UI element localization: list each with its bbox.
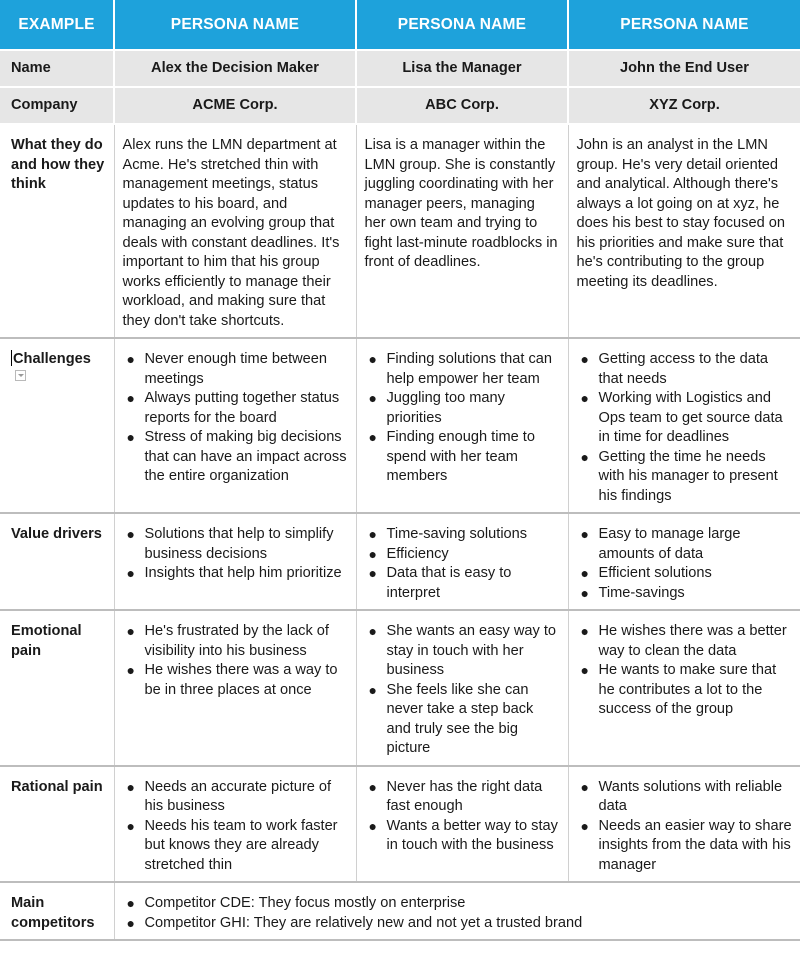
what-row: [0, 124, 800, 338]
value-drivers-label: Value drivers: [0, 513, 114, 610]
list-item: ● Time-savings: [577, 584, 793, 604]
list-item: ● Data that is easy to interpret: [368, 565, 512, 601]
name-label: Name: [0, 50, 114, 87]
persona-3-value-drivers: [568, 513, 800, 610]
bullet-icon: ●: [126, 390, 135, 406]
list-item: ● Always putting together status reports for the board: [126, 390, 340, 426]
bullet-icon: ●: [126, 565, 135, 581]
value-drivers-row: [0, 513, 800, 610]
persona-2-emotional-pain: [356, 610, 568, 766]
persona-3-company: XYZ Corp.: [568, 87, 800, 124]
persona-3-rational-pain: [568, 766, 800, 883]
bullet-icon: ●: [580, 623, 589, 639]
competitors-row: [0, 882, 800, 940]
header-example: EXAMPLE: [0, 0, 114, 50]
persona-3-name: John the End User: [568, 50, 800, 87]
list-item: ● He wishes there was a better way to clean the data: [580, 623, 787, 659]
challenges-label: Challenges: [13, 351, 91, 367]
bullet-icon: ●: [126, 817, 135, 834]
bullet-icon: ●: [580, 390, 589, 406]
persona-2-name: Lisa the Manager: [356, 50, 568, 87]
list-item: ● Competitor GHI: They are relatively new and not yet a trusted brand: [123, 914, 793, 934]
persona-2-rational-pain: [356, 766, 568, 883]
text-cursor: [11, 350, 12, 366]
list-item: ● Efficiency: [365, 545, 560, 565]
list-item: ● Competitor CDE: They focus mostly on enterprise: [123, 894, 793, 914]
challenges-label-cell: [0, 338, 114, 513]
bullet-icon: ●: [580, 778, 589, 795]
bullet-icon: ●: [580, 448, 589, 465]
list-item: ● Wants solutions with reliable data: [580, 778, 783, 814]
bullet-icon: ●: [580, 565, 589, 581]
header-persona-2: PERSONA NAME: [356, 0, 568, 50]
persona-2-company: ABC Corp.: [356, 87, 568, 124]
list-item: ● Needs his team to work faster but knows they are already stretched thin: [126, 817, 338, 873]
competitors-label: Main competitors: [0, 882, 114, 940]
header-persona-1: PERSONA NAME: [114, 0, 356, 50]
list-item: ● Solutions that help to simplify business decisions: [126, 526, 334, 562]
bullet-icon: ●: [126, 778, 135, 795]
persona-1-what-text: Alex runs the LMN department at Acme. He's stretched thin with management meetings, status updates to his board, and managing an evolving group that deals with constant deadlines. It's important to him that his group works efficiently to manage their workload, and making sure that they don't take shortcuts.: [122, 137, 340, 329]
persona-1-rational-pain: [114, 766, 356, 883]
list-item: ● Wants a better way to stay in touch with the business: [368, 817, 558, 853]
bullet-icon: ●: [368, 817, 377, 834]
bullet-icon: ●: [126, 526, 135, 542]
bullet-icon: ●: [368, 623, 377, 639]
persona-3-what-text: John is an analyst in the LMN group. He's very detail oriented and analytical. Although there's always a lot going on at xyz, he does his best to stay focused on his priorities and make sure that he's contributing to the group meeting its deadlines.: [576, 137, 785, 290]
list-item: ● Insights that help him prioritize: [123, 564, 348, 584]
bullet-icon: ●: [580, 351, 589, 367]
persona-2-challenges: [356, 338, 568, 513]
emotional-pain-row: [0, 610, 800, 766]
list-item: ● She wants an easy way to stay in touch with her business: [368, 623, 557, 678]
persona-1-challenges: [114, 338, 356, 513]
persona-1-company: ACME Corp.: [114, 87, 356, 124]
bullet-icon: ●: [580, 584, 589, 601]
bullet-icon: ●: [126, 351, 135, 367]
list-item: ● Needs an accurate picture of his business: [126, 778, 332, 814]
bullet-icon: ●: [368, 390, 377, 406]
list-item: ● Stress of making big decisions that can have an impact across the entire organization: [126, 429, 347, 484]
persona-3-challenges: [568, 338, 800, 513]
list-item: ● Working with Logistics and Ops team to get source data in time for deadlines: [580, 390, 783, 445]
company-row: [0, 87, 800, 124]
bullet-icon: ●: [126, 914, 135, 931]
list-item: ● He wishes there was a way to be in three places at once: [126, 662, 338, 698]
bullet-icon: ●: [126, 623, 135, 639]
list-item: ● Juggling too many priorities: [368, 390, 505, 426]
list-item: ● She feels like she can never take a step back and truly see the big picture: [368, 681, 534, 756]
rational-pain-label: Rational pain: [0, 766, 114, 883]
list-item: ● He wants to make sure that he contributes a lot to the success of the group: [580, 662, 777, 717]
bullet-icon: ●: [368, 681, 377, 698]
list-item: ● Never enough time between meetings: [126, 351, 328, 387]
what-label: What they do and how they think: [0, 124, 114, 338]
header-row: [0, 0, 800, 50]
list-item: ● He's frustrated by the lack of visibility into his business: [126, 623, 329, 659]
bullet-icon: ●: [368, 778, 377, 795]
bullet-icon: ●: [126, 429, 135, 445]
persona-3-what: [568, 124, 800, 338]
bullet-icon: ●: [580, 526, 589, 542]
name-row: [0, 50, 800, 87]
emotional-pain-label: Emotional pain: [0, 610, 114, 766]
list-item: ● Easy to manage large amounts of data: [580, 526, 741, 562]
bullet-icon: ●: [368, 545, 377, 562]
list-item: ● Finding enough time to spend with her team members: [368, 429, 535, 484]
list-item: ● Needs an easier way to share insights from the data with his manager: [580, 817, 792, 873]
list-item: ● Getting the time he needs with his manager to present his findings: [580, 448, 778, 504]
persona-1-value-drivers: [114, 513, 356, 610]
rational-pain-row: [0, 766, 800, 883]
bullet-icon: ●: [580, 662, 589, 678]
persona-2-what-text: Lisa is a manager within the LMN group. She is constantly juggling coordinating with her manager peers, managing her own team and trying to fight last-minute roadblocks in front of deadlines.: [364, 137, 558, 270]
persona-1-emotional-pain: [114, 610, 356, 766]
bullet-icon: ●: [126, 895, 135, 911]
list-item: ● Efficient solutions: [577, 564, 793, 584]
challenges-row: [0, 338, 800, 513]
dropdown-icon[interactable]: [15, 370, 26, 381]
list-item: ● Finding solutions that can help empower her team: [368, 351, 552, 387]
bullet-icon: ●: [368, 351, 377, 367]
list-item: ● Time-saving solutions: [365, 525, 560, 545]
persona-3-emotional-pain: [568, 610, 800, 766]
company-label: Company: [0, 87, 114, 124]
header-persona-3: PERSONA NAME: [568, 0, 800, 50]
list-item: ● Never has the right data fast enough: [368, 778, 543, 814]
persona-2-what: [356, 124, 568, 338]
bullet-icon: ●: [126, 662, 135, 678]
persona-1-what: [114, 124, 356, 338]
bullet-icon: ●: [368, 565, 377, 581]
competitors-list: [114, 882, 800, 940]
persona-1-name: Alex the Decision Maker: [114, 50, 356, 87]
persona-2-value-drivers: [356, 513, 568, 610]
list-item: ● Getting access to the data that needs: [580, 351, 769, 387]
bullet-icon: ●: [368, 429, 377, 445]
bullet-icon: ●: [580, 817, 589, 834]
bullet-icon: ●: [368, 526, 377, 542]
